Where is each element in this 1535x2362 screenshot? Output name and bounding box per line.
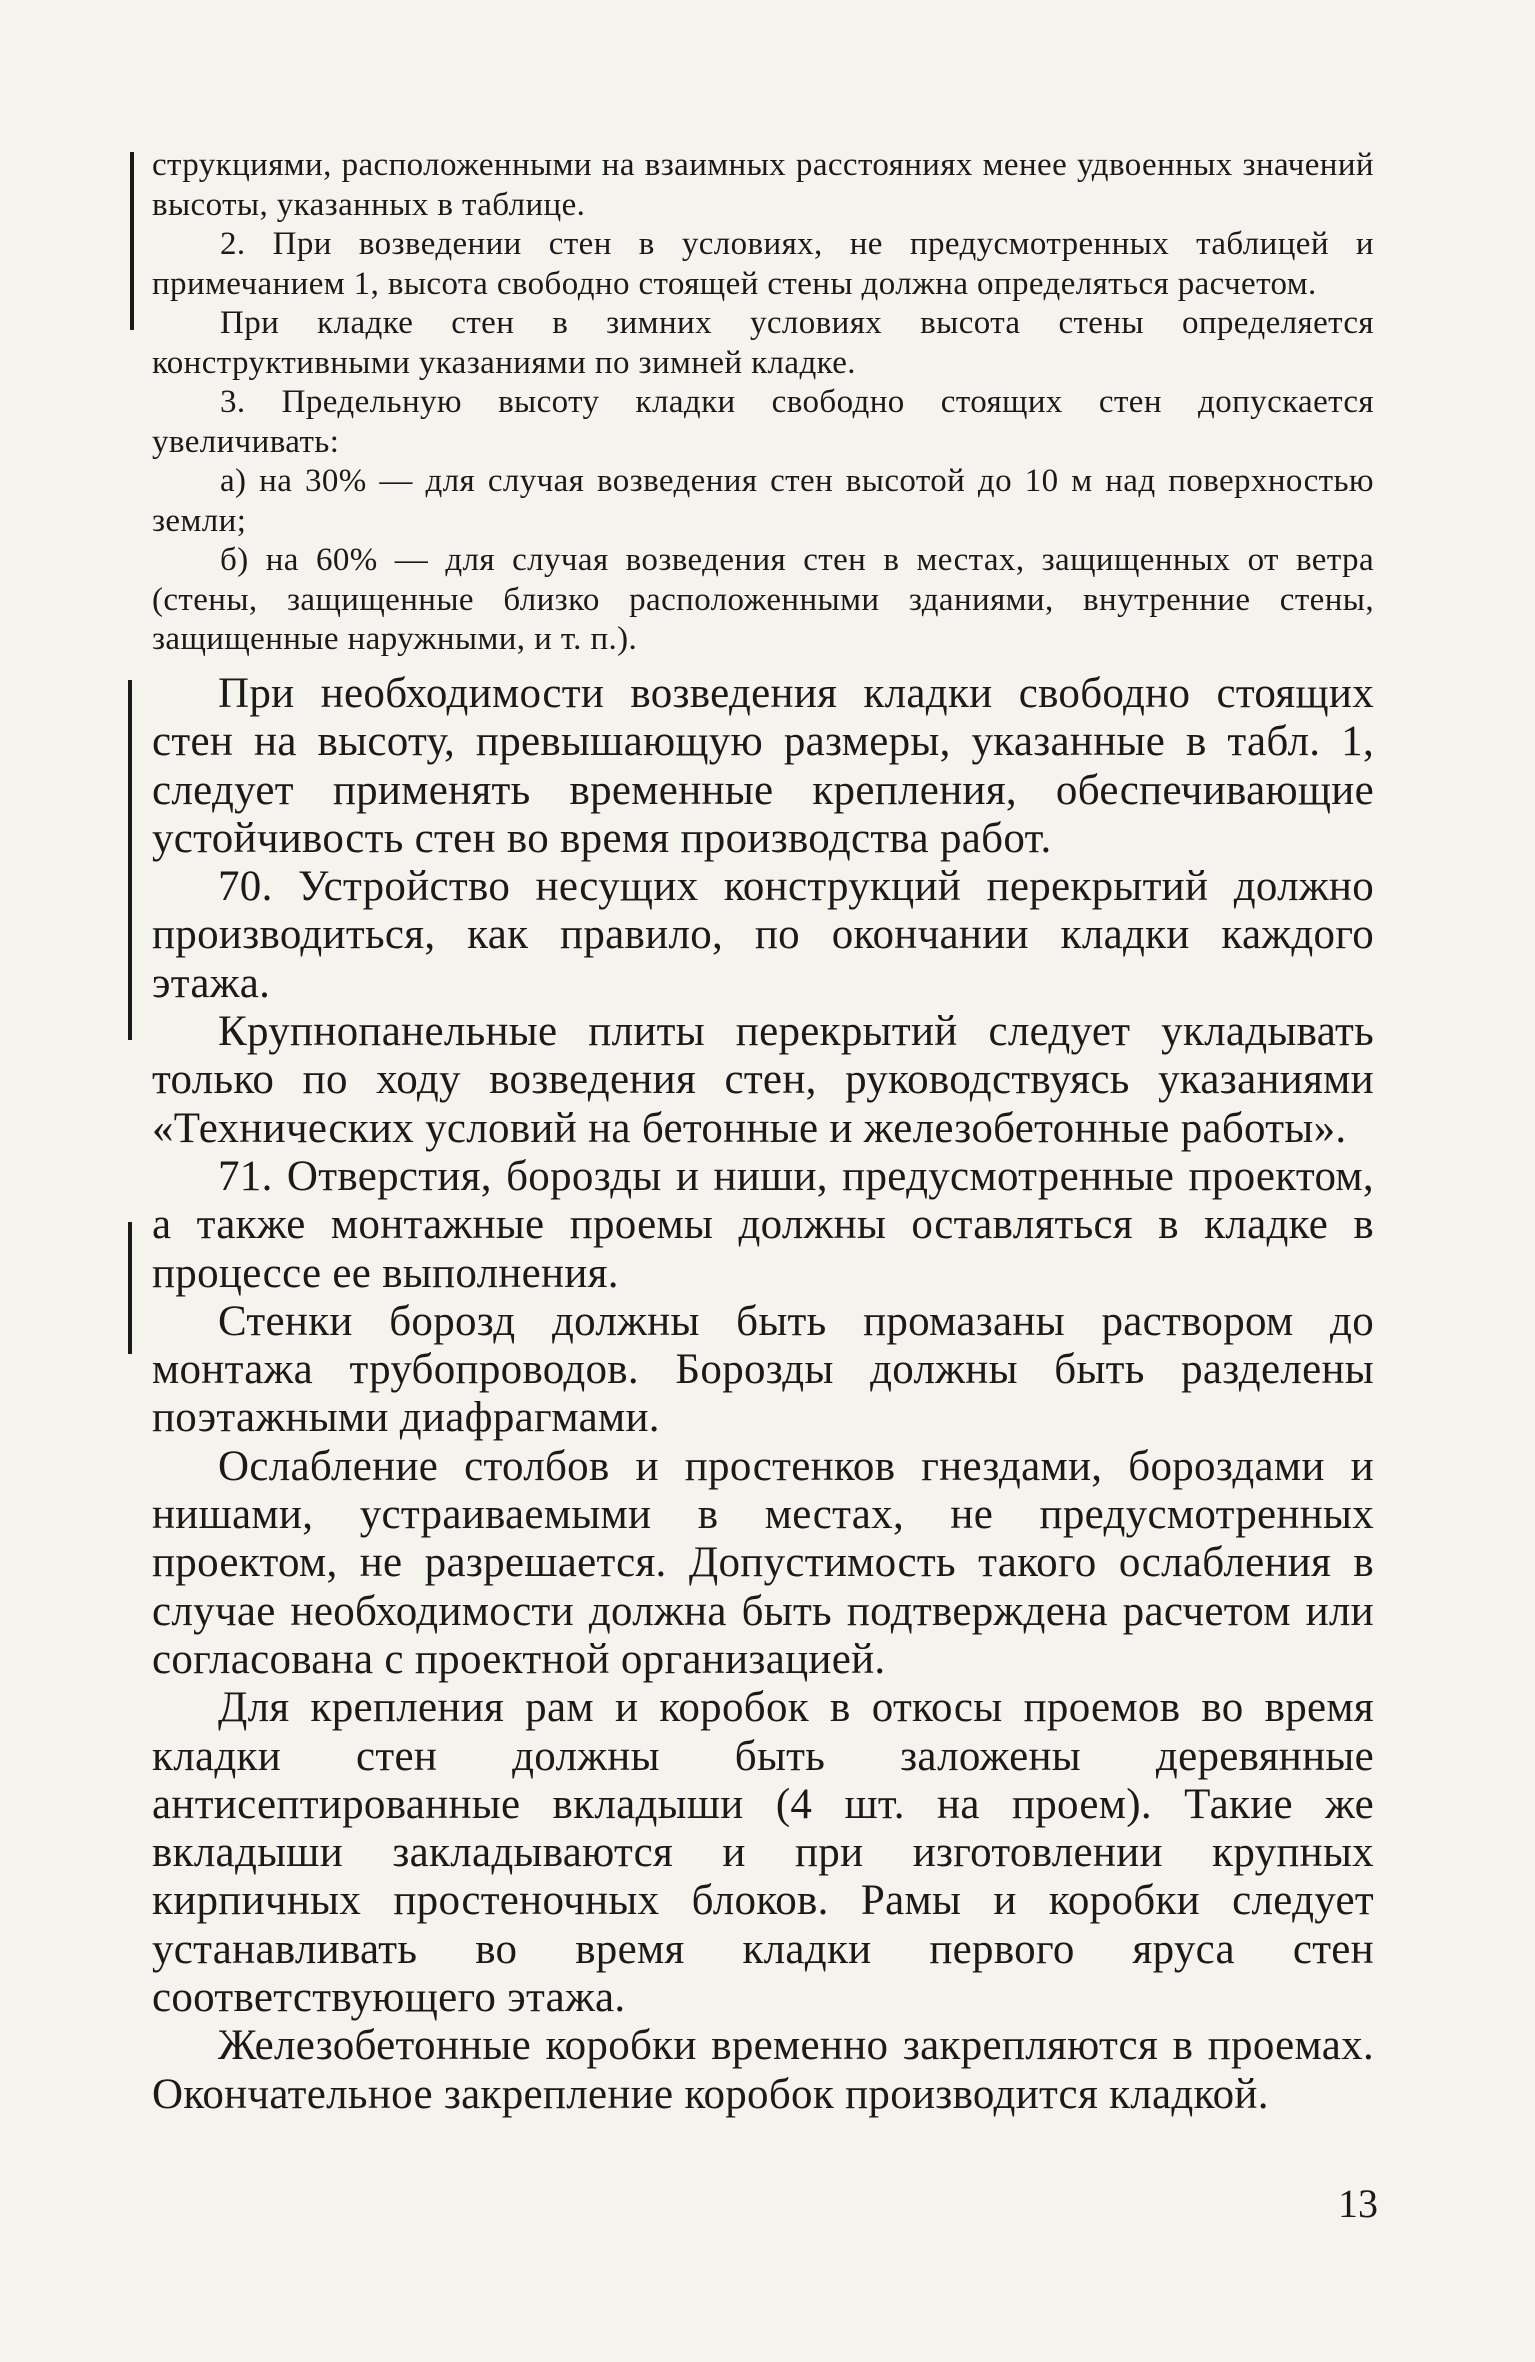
section-70-paragraph: 70. Устройство несущих конструкций перекрытий должно производиться, как правило, по окончании кладки каждого этажа.	[152, 863, 1374, 1007]
note-paragraph: б) на 60% — для случая возведения стен в местах, защищенных от ветра (стены, защищенные близко расположенными зданиями, внутренние стены, защищенные наружными, и т. п.).	[152, 542, 1374, 657]
body-paragraph: При необходимости возведения кладки свободно стоящих стен на высоту, превышающую размеры, указанные в табл. 1, следует применять временные крепления, обеспечивающие устойчивость стен во время производства работ.	[152, 670, 1374, 862]
body-paragraph: Крупнопанельные плиты перекрытий следует укладывать только по ходу возведения стен, руководствуясь указаниями «Технических условий на бетонные и железобетонные работы».	[152, 1008, 1374, 1152]
note-paragraph: При кладке стен в зимних условиях высота стены определяется конструктивными указаниями по зимней кладке.	[152, 305, 1374, 381]
note-paragraph: а) на 30% — для случая возведения стен высотой до 10 м над поверхностью земли;	[152, 463, 1374, 539]
change-bar-main	[128, 680, 132, 1040]
table-notes	[152, 146, 1374, 660]
body-paragraph: Ослабление столбов и простенков гнездами, бороздами и нишами, устраиваемыми в местах, не предусмотренных проектом, не разрешается. Допустимость такого ослабления в случае необходимости должна быть подтверждена расчетом или согласована с проектной организацией.	[152, 1442, 1374, 1683]
body-paragraph: Железобетонные коробки временно закрепляются в проемах. Окончательное закрепление коробок производится кладкой.	[152, 2022, 1374, 2118]
body-paragraph: Стенки борозд должны быть промазаны раствором до монтажа трубопроводов. Борозды должны быть разделены поэтажными диафрагмами.	[152, 1297, 1374, 1442]
note-paragraph: струкциями, расположенными на взаимных расстояниях менее удвоенных значений высоты, указанных в таблице.	[152, 147, 1374, 223]
note-paragraph: 2. При возведении стен в условиях, не предусмотренных таблицей и примечанием 1, высота свободно стоящей стены должна определяться расчетом.	[152, 226, 1374, 302]
body-paragraph: Для крепления рам и коробок в откосы проемов во время кладки стен должны быть заложены деревянные антисептированные вкладыши (4 шт. на проем). Такие же вкладыши закладываются и при изготовлении крупных кирпичных простеночных блоков. Рамы и коробки следует устанавливать во время кладки первого яруса стен соответствующего этажа.	[152, 1684, 1374, 2022]
change-bar-section-71	[128, 1222, 132, 1354]
page-number: 13	[1338, 2181, 1378, 2226]
change-bar-notes	[130, 152, 134, 330]
main-text	[152, 670, 1374, 2119]
note-paragraph: 3. Предельную высоту кладки свободно стоящих стен допускается увеличивать:	[152, 384, 1374, 460]
section-71-paragraph: 71. Отверстия, борозды и ниши, предусмотренные проектом, а также монтажные проемы должны оставляться в кладке в процессе ее выполнения.	[152, 1152, 1374, 1297]
